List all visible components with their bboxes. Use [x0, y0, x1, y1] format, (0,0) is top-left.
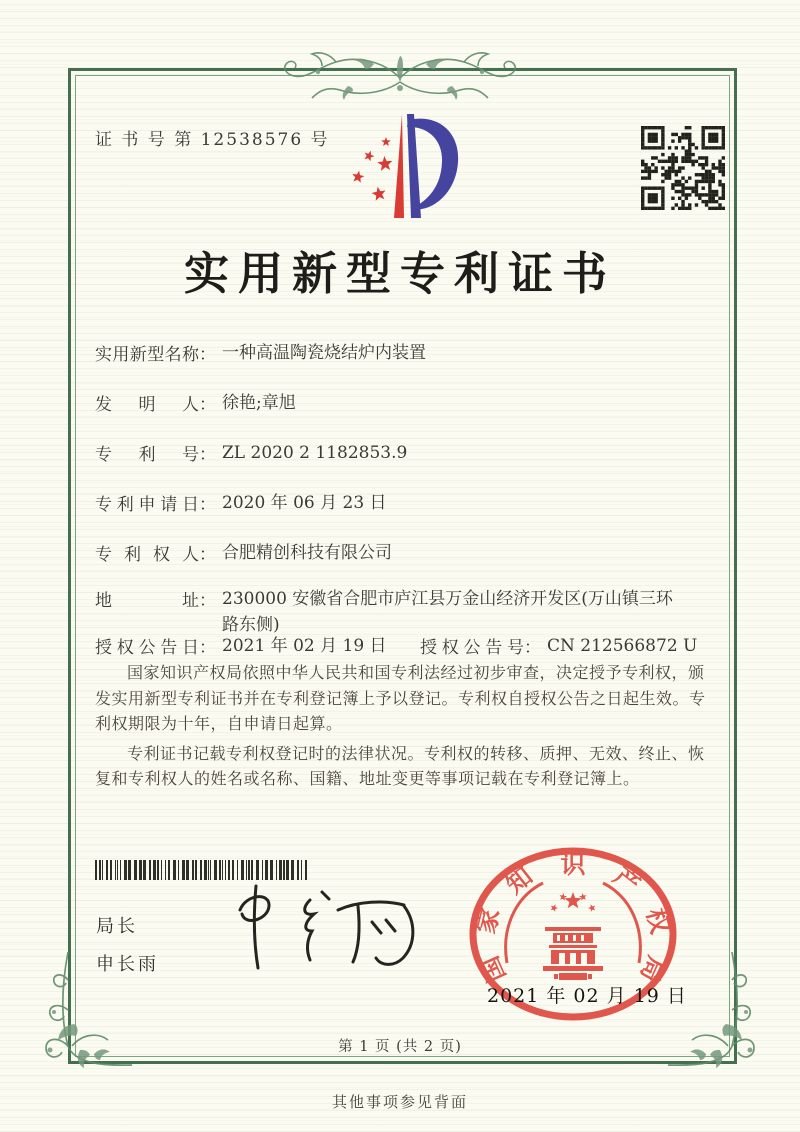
field-label: 授权公告号: [420, 638, 524, 658]
seal-char: 知: [500, 861, 538, 900]
seal-char: 识: [560, 850, 586, 879]
field-label: 专利权人: [95, 545, 199, 565]
field-value: 一种高温陶瓷烧结炉内装置: [222, 343, 426, 363]
cnipa-logo: [318, 106, 468, 238]
field-row-address: 地址： 230000 安徽省合肥市庐江县万金山经济开发区(万山镇三环路东侧): [95, 586, 713, 642]
field-value: CN 212566872 U: [547, 636, 698, 656]
field-value: 合肥精创科技有限公司: [222, 543, 392, 563]
seal-char: 局: [634, 951, 672, 987]
back-side-note: 其他事项参见背面: [331, 1093, 468, 1111]
field-label: 授权公告日: [95, 638, 199, 658]
top-ornament: [278, 48, 522, 104]
legal-paragraph-1: 国家知识产权局依照中华人民共和国专利法经过初步审查，决定授予专利权，颁发实用新型专利证书并在专利登记簿上予以登记。专利权自授权公告之日起生效。专利权期限为十年，自申请日起算。: [95, 663, 706, 733]
seal-date: 2021 年 02 月 19 日: [487, 985, 687, 1007]
field-label: 实用新型名称: [95, 345, 199, 365]
seal-char: 产: [608, 861, 646, 900]
logo-stars-icon: [352, 137, 392, 201]
legal-paragraph-2: 专利证书记载专利权登记时的法律状况。专利权的转移、质押、无效、终止、恢复和专利权人的姓名或名称、国籍、地址变更等事项记载在专利登记簿上。: [95, 743, 705, 788]
field-row-filing-date: 专利申请日： 2020 年 06 月 23 日: [95, 490, 713, 520]
seal-char: 国: [474, 951, 512, 987]
field-row-patentee: 专利权人： 合肥精创科技有限公司: [95, 540, 713, 570]
field-value: 徐艳;章旭: [222, 393, 296, 413]
field-label: 发明人: [95, 395, 199, 415]
field-row-patent-no: 专利号： ZL 2020 2 1182853.9: [95, 440, 713, 470]
field-label: 专利申请日: [95, 495, 199, 515]
field-value: 2020 年 06 月 23 日: [222, 493, 387, 513]
field-row-inventor: 发明人： 徐艳;章旭: [95, 390, 713, 420]
field-value: 230000 安徽省合肥市庐江县万金山经济开发区(万山镇三环路东侧): [222, 589, 673, 635]
field-value: ZL 2020 2 1182853.9: [222, 443, 408, 463]
field-value: 2021 年 02 月 19 日: [222, 636, 387, 656]
certificate-number: 证 书 号 第 12538576 号: [95, 130, 330, 150]
field-grant-number: 授权公告号： CN 212566872 U: [420, 633, 697, 659]
seal-emblem-icon: [506, 883, 641, 980]
director-signature-icon: [218, 878, 428, 978]
barcode: [95, 860, 311, 880]
signer-name: 申长雨: [96, 954, 159, 975]
legal-text: [95, 660, 708, 796]
qr-code: [641, 126, 725, 210]
signer-title: 局长: [96, 916, 138, 937]
seal-char: 权: [640, 905, 675, 937]
field-row-name: 实用新型名称： 一种高温陶瓷烧结炉内装置: [95, 340, 713, 370]
page-number: 第 1 页 (共 2 页): [338, 1039, 462, 1055]
field-row-grant: 授权公告日： 2021 年 02 月 19 日 授权公告号： CN 212566872 U: [95, 633, 713, 663]
seal-char: 家: [471, 905, 506, 937]
field-label: 地址: [95, 591, 199, 611]
field-label: 专利号: [95, 445, 199, 465]
certificate-title: 实用新型专利证书: [183, 247, 616, 300]
logo-p-icon: [394, 114, 458, 218]
